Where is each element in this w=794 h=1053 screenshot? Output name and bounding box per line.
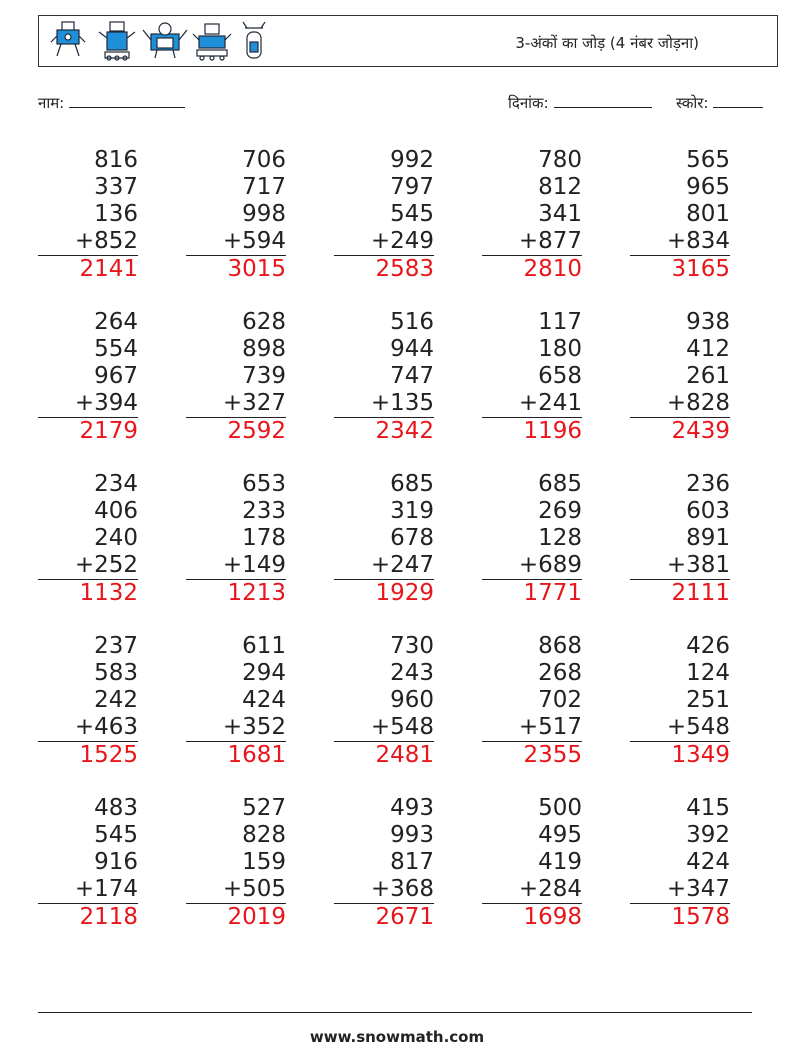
addend: 998 (242, 201, 286, 227)
addition-problem (186, 471, 286, 607)
answer: 2342 (375, 418, 434, 444)
score-label: स्कोर: (676, 94, 709, 112)
addend: 992 (390, 147, 434, 173)
addend: 545 (390, 201, 434, 227)
addition-problem (38, 147, 138, 283)
addend: 812 (538, 174, 582, 200)
addend: 233 (242, 498, 286, 524)
addend: 261 (686, 363, 730, 389)
last-addend: +828 (630, 390, 730, 418)
addend: 603 (686, 498, 730, 524)
last-addend: +394 (38, 390, 138, 418)
last-addend: +517 (482, 714, 582, 742)
addend: 493 (390, 795, 434, 821)
addend: 236 (686, 471, 730, 497)
addend: 242 (94, 687, 138, 713)
addition-problem (186, 633, 286, 769)
answer: 2439 (671, 418, 730, 444)
addend: 817 (390, 849, 434, 875)
last-addend: +249 (334, 228, 434, 256)
answer: 2111 (671, 580, 730, 606)
addend: 797 (390, 174, 434, 200)
answer: 2179 (79, 418, 138, 444)
addend: 706 (242, 147, 286, 173)
addition-problem (334, 147, 434, 283)
addend: 730 (390, 633, 434, 659)
addend: 269 (538, 498, 582, 524)
name-label: नाम: (38, 94, 65, 112)
addend: 319 (390, 498, 434, 524)
addition-problem (334, 309, 434, 445)
addend: 658 (538, 363, 582, 389)
answer: 1929 (375, 580, 434, 606)
addition-problem (630, 309, 730, 445)
addend: 294 (242, 660, 286, 686)
answer: 1578 (671, 904, 730, 930)
addend: 993 (390, 822, 434, 848)
addition-problem (38, 309, 138, 445)
answer: 2481 (375, 742, 434, 768)
addend: 960 (390, 687, 434, 713)
last-addend: +368 (334, 876, 434, 904)
addend: 583 (94, 660, 138, 686)
addend: 243 (390, 660, 434, 686)
addition-problem (630, 471, 730, 607)
addend: 180 (538, 336, 582, 362)
answer: 1132 (79, 580, 138, 606)
addend: 159 (242, 849, 286, 875)
addend: 424 (686, 849, 730, 875)
addend: 483 (94, 795, 138, 821)
addend: 685 (390, 471, 434, 497)
footer-divider (38, 1012, 752, 1013)
addend: 653 (242, 471, 286, 497)
addend: 237 (94, 633, 138, 659)
addend: 944 (390, 336, 434, 362)
addend: 685 (538, 471, 582, 497)
answer: 1349 (671, 742, 730, 768)
addend: 406 (94, 498, 138, 524)
last-addend: +463 (38, 714, 138, 742)
last-addend: +381 (630, 552, 730, 580)
last-addend: +594 (186, 228, 286, 256)
answer: 2592 (227, 418, 286, 444)
addend: 611 (242, 633, 286, 659)
addend: 495 (538, 822, 582, 848)
addend: 717 (242, 174, 286, 200)
answer: 1213 (227, 580, 286, 606)
answer: 1525 (79, 742, 138, 768)
answer: 2141 (79, 256, 138, 282)
addend: 565 (686, 147, 730, 173)
answer: 3015 (227, 256, 286, 282)
addend: 264 (94, 309, 138, 335)
last-addend: +548 (630, 714, 730, 742)
addend: 251 (686, 687, 730, 713)
addition-problem (482, 633, 582, 769)
addend: 702 (538, 687, 582, 713)
addend: 545 (94, 822, 138, 848)
addend: 938 (686, 309, 730, 335)
addend: 628 (242, 309, 286, 335)
addition-problem (186, 795, 286, 931)
addend: 780 (538, 147, 582, 173)
addition-problem (334, 471, 434, 607)
last-addend: +548 (334, 714, 434, 742)
addend: 337 (94, 174, 138, 200)
addition-problem (482, 309, 582, 445)
answer: 1698 (523, 904, 582, 930)
addend: 828 (242, 822, 286, 848)
addend: 739 (242, 363, 286, 389)
last-addend: +347 (630, 876, 730, 904)
addition-problem (630, 633, 730, 769)
last-addend: +149 (186, 552, 286, 580)
addend: 341 (538, 201, 582, 227)
last-addend: +241 (482, 390, 582, 418)
addend: 554 (94, 336, 138, 362)
last-addend: +689 (482, 552, 582, 580)
addition-problem (482, 471, 582, 607)
last-addend: +352 (186, 714, 286, 742)
last-addend: +877 (482, 228, 582, 256)
addition-problem (186, 147, 286, 283)
answer: 2583 (375, 256, 434, 282)
answer: 3165 (671, 256, 730, 282)
addend: 868 (538, 633, 582, 659)
addition-problem (38, 795, 138, 931)
addend: 234 (94, 471, 138, 497)
answer: 1681 (227, 742, 286, 768)
addend: 136 (94, 201, 138, 227)
answer: 2671 (375, 904, 434, 930)
last-addend: +252 (38, 552, 138, 580)
answer: 2019 (227, 904, 286, 930)
last-addend: +852 (38, 228, 138, 256)
worksheet-title: 3-अंकों का जोड़ (4 नंबर जोड़ना) (515, 34, 699, 52)
addend: 965 (686, 174, 730, 200)
addend: 419 (538, 849, 582, 875)
addition-problem (482, 147, 582, 283)
addend: 801 (686, 201, 730, 227)
addend: 747 (390, 363, 434, 389)
answer: 1771 (523, 580, 582, 606)
addend: 392 (686, 822, 730, 848)
addend: 816 (94, 147, 138, 173)
answer: 2810 (523, 256, 582, 282)
last-addend: +505 (186, 876, 286, 904)
answer: 1196 (523, 418, 582, 444)
addend: 424 (242, 687, 286, 713)
addend: 240 (94, 525, 138, 551)
addend: 178 (242, 525, 286, 551)
addend: 412 (686, 336, 730, 362)
addition-problem (482, 795, 582, 931)
answer: 2355 (523, 742, 582, 768)
addend: 678 (390, 525, 434, 551)
addition-problem (630, 147, 730, 283)
addition-problem (630, 795, 730, 931)
addend: 898 (242, 336, 286, 362)
last-addend: +284 (482, 876, 582, 904)
addend: 500 (538, 795, 582, 821)
addend: 426 (686, 633, 730, 659)
addend: 891 (686, 525, 730, 551)
addend: 124 (686, 660, 730, 686)
last-addend: +327 (186, 390, 286, 418)
answer: 2118 (79, 904, 138, 930)
addition-problem (186, 309, 286, 445)
addition-problem (38, 633, 138, 769)
addend: 516 (390, 309, 434, 335)
last-addend: +834 (630, 228, 730, 256)
addend: 117 (538, 309, 582, 335)
last-addend: +174 (38, 876, 138, 904)
addend: 916 (94, 849, 138, 875)
addend: 967 (94, 363, 138, 389)
footer-website: www.snowmath.com (309, 1028, 485, 1046)
date-label: दिनांक: (508, 94, 549, 112)
last-addend: +247 (334, 552, 434, 580)
addition-problem (334, 633, 434, 769)
addend: 128 (538, 525, 582, 551)
addition-problem (38, 471, 138, 607)
addend: 415 (686, 795, 730, 821)
addend: 527 (242, 795, 286, 821)
addition-problem (334, 795, 434, 931)
last-addend: +135 (334, 390, 434, 418)
addend: 268 (538, 660, 582, 686)
